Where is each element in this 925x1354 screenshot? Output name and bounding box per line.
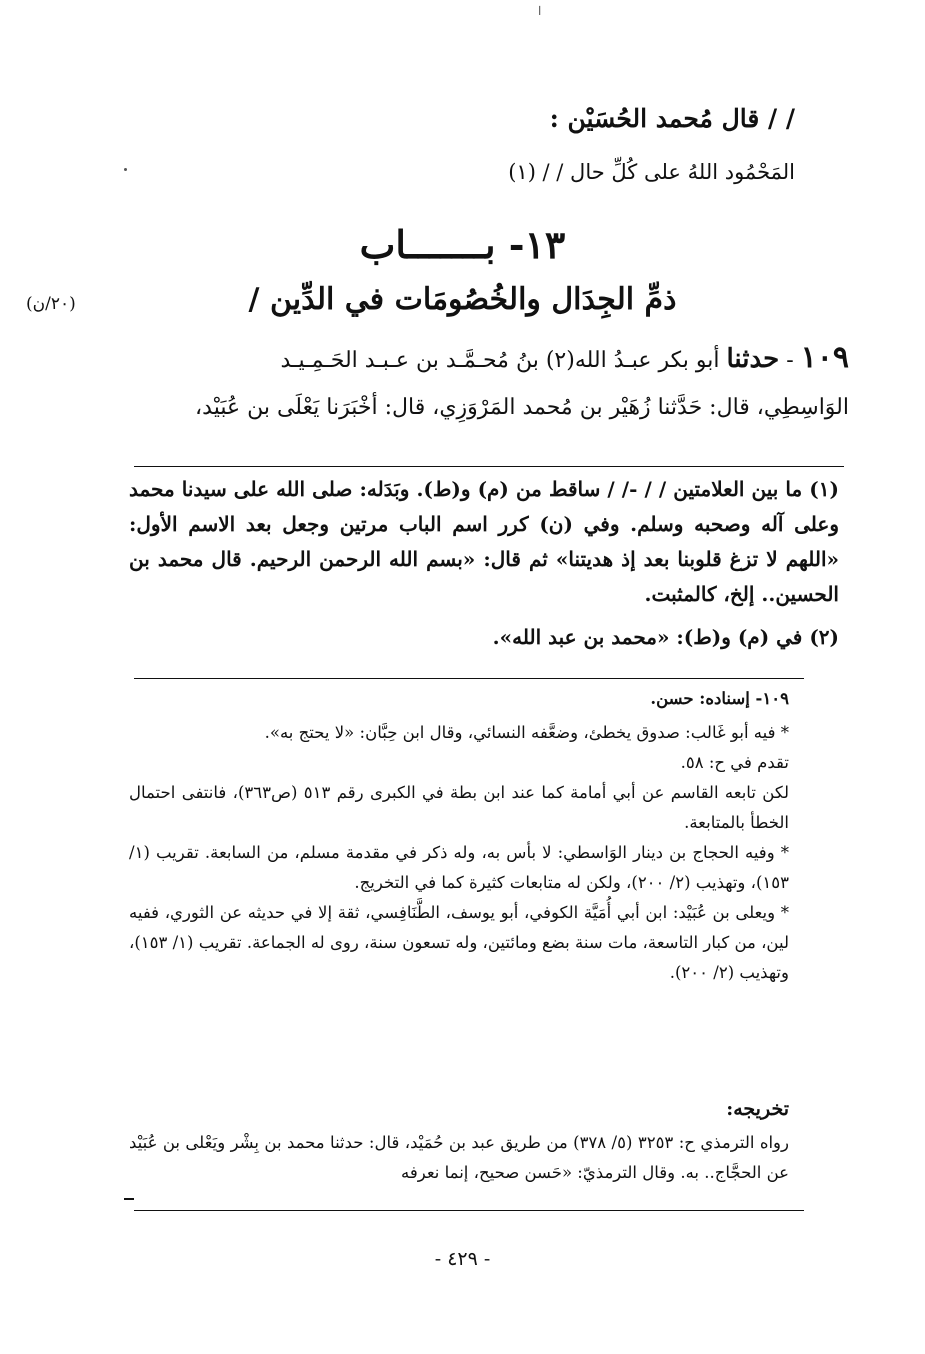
footnote-1: (١) ما بين العلامتين / / -/ / ساقط من (م) و(ط). وبَدَله: صلى الله على سيدنا محمد وعلى آله وصحبه وسلم. وفي (ن) كرر اسم الباب مرتين وجعل بعد الاسم الأول: «اللهم لا تزغ قلوبنا بعد إذ هديتنا» ثم قال: «بسم الله الرحمن الرحيم. قال محمد بن الحسين.. إلخ، كالمثبت. [129,477,839,606]
margin-reference: (٢٠/ن) [26,294,76,314]
commentary-paragraph: لكن تابعه القاسم عن أبي أمامة كما عند ابن بطة في الكبرى رقم ٥١٣ (ص٣٦٣)، فانتفى احتمال الخطأ بالمتابعة. [129,783,790,832]
hadith-line-2: الوَاسِطِي، قال: حَدَّثنا زُهَيْر بن مُحمد المَرْوَزِي، قال: أخْبَرَنا يَعْلَى بن عُبَيْد، [195,395,849,420]
takhrij-text: رواه الترمذي ح: ٣٢٥٣ (٥/ ٣٧٨) من طريق عبد بن حُمَيْد، قال: حدثنا محمد بن بِشْر ويَعْلى بن عُبَيْد عن الحجَّاج.. به. وقال الترمذيّ: «حَسن صحيح، إنما نعرفه [129,1133,789,1182]
footnote-2: (٢) في (م) و(ط): «محمد بن عبد الله». [492,625,839,649]
commentary-paragraph: * ويعلى بن عُبَيْد: ابن أبي أُمَيَّة الكوفي، أبو يوسف، الطَّنَافِسي، ثقة إلا في حديثه عن الثوري، ففيه لين، من كبار التاسعة، مات سنة بضع ومائتين، وله تسعون سنة، روى له الجماعة. تقريب (١/ ١٥٣)، وتهذيب (٢/ ٢٠٠). [129,903,789,982]
commentary-heading: ١٠٩- إسناده: حسن. [650,689,789,708]
bottom-divider [134,1210,804,1211]
author-line: / / قال مُحمد الحُسَيْن : [549,104,795,133]
chapter-title: ١٣- بـــــــاب [359,222,566,267]
commentary-paragraph: * وفيه الحجاج بن دينار الوَاسطي: لا بأس به، وله ذكر في مقدمة مسلم، من السابعة. تقريب (١/ ١٥٣)، وتهذيب (٢/ ٢٠٠)، ولكن له متابعات كثيرة كما في التخريج. [129,843,789,892]
hadith-line-1-text: أبو بكر عبـدُ الله(٢) بنُ مُحـمَّـد بن عـبـد الحَـمِـيـد [280,348,720,373]
hadith-number: ١٠٩ [800,340,849,375]
commentary-divider [134,678,804,679]
chapter-subtitle: ذمِّ الجِدَال والخُصُومَات في الدِّين / [248,282,677,317]
page-number: - ٤٢٩ - [434,1248,491,1270]
hadith-line-1: ١٠٩ - حدثنا أبو بكر عبـدُ الله(٢) بنُ مُحـمَّـد بن عـبـد الحَـمِـيـد [280,340,849,375]
commentary-paragraph: تقدم في ح: ٥٨. [680,753,789,772]
takhrij-heading: تخريجه: [726,1098,789,1120]
continuation-mark [124,1198,134,1200]
stray-dot [124,168,127,171]
hadith-keyword: حدثنا [726,344,780,374]
footnote-divider [134,466,844,467]
commentary-paragraph: * فيه أبو غَالب: صدوق يخطئ، وضعَّفه النسائي، وقال ابن حِبَّان: «لا يحتج به». [264,723,789,742]
praise-line: المَحْمُود اللهُ على كُلِّ حال / / (١) [508,160,795,184]
top-mark: ا [538,4,542,18]
commentary-body [129,718,789,988]
